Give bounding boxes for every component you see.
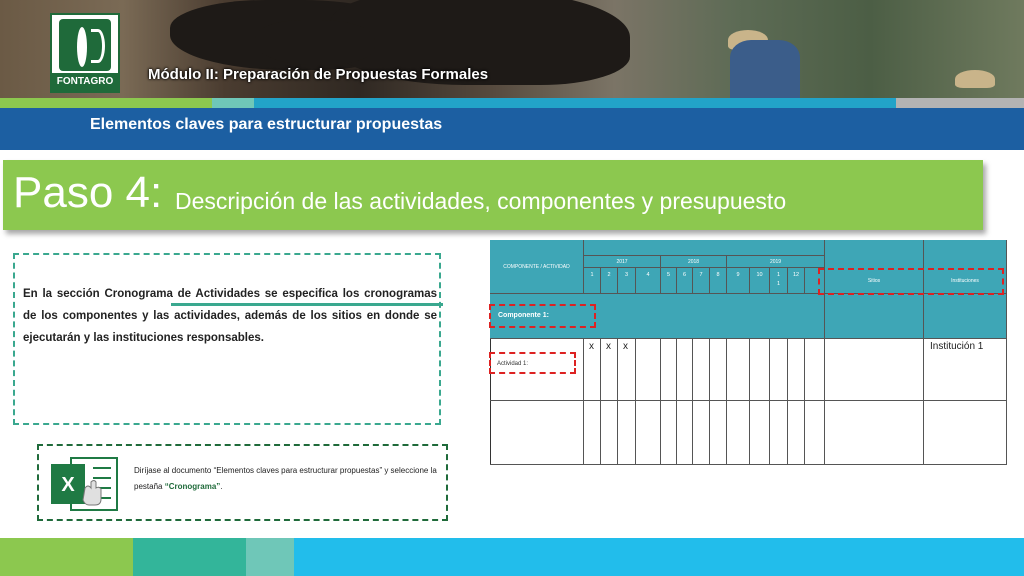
ox-silhouette bbox=[255, 20, 375, 65]
month-cell: 5 bbox=[661, 268, 677, 294]
schedule-cell bbox=[661, 339, 677, 401]
header-component-cell: COMPONENTE / ACTIVIDAD bbox=[490, 240, 584, 294]
excel-icon bbox=[49, 454, 121, 514]
instituciones-label: Instituciones bbox=[924, 268, 1007, 294]
schedule-cell bbox=[584, 401, 601, 465]
excel-sheet-name: “Cronograma” bbox=[164, 482, 221, 491]
leaf-icon bbox=[77, 27, 87, 67]
schedule-cell bbox=[693, 339, 710, 401]
schedule-cell bbox=[693, 401, 710, 465]
logo-text: FONTAGRO bbox=[52, 73, 118, 91]
module-title: Módulo II: Preparación de Propuestas Formales bbox=[148, 66, 489, 83]
year-cell: 2017 bbox=[584, 256, 661, 268]
schedule-cell bbox=[710, 339, 727, 401]
schedule-cell bbox=[805, 339, 825, 401]
month-cell: 2 bbox=[601, 268, 618, 294]
excel-note-box bbox=[37, 444, 448, 521]
year-cell: 2019 bbox=[727, 256, 825, 268]
schedule-cell bbox=[788, 401, 805, 465]
month-cell: 8 bbox=[710, 268, 727, 294]
excel-note-body: Diríjase al documento “Elementos claves para estructurar propuestas” y seleccione la pestaña bbox=[134, 466, 437, 491]
schedule-cell bbox=[636, 339, 661, 401]
schedule-cell bbox=[750, 401, 770, 465]
color-stripe bbox=[0, 98, 1024, 108]
month-cell: 7 bbox=[693, 268, 710, 294]
gear-arc-icon bbox=[91, 29, 105, 63]
logo-mark-icon bbox=[59, 19, 111, 71]
schedule-cell bbox=[770, 401, 788, 465]
highlight-activity bbox=[489, 352, 576, 374]
farmer-hat bbox=[955, 70, 995, 88]
month-cell: 1 bbox=[584, 268, 601, 294]
schedule-cell bbox=[770, 339, 788, 401]
excel-note-end: . bbox=[220, 482, 223, 491]
sites-cell bbox=[825, 401, 924, 465]
month-cell: 9 bbox=[727, 268, 750, 294]
schedule-cell bbox=[727, 401, 750, 465]
month-cell: 10 bbox=[750, 268, 770, 294]
sitios-label: Sitios bbox=[825, 268, 924, 294]
info-text: En la sección Cronograma de Actividades se especifica los cronogramas de los componentes y las actividades, además de los sitios en donde se ejecutarán y las instituciones responsables. bbox=[23, 288, 437, 344]
step-title-box bbox=[3, 160, 983, 230]
schedule-cell bbox=[750, 339, 770, 401]
institution-value: Institución 1 bbox=[930, 341, 984, 352]
schedule-cell bbox=[788, 339, 805, 401]
header-top-cell bbox=[584, 240, 825, 256]
month-cell: 3 bbox=[618, 268, 636, 294]
header-photo bbox=[0, 0, 1024, 98]
component-label: Componente 1: bbox=[498, 312, 549, 319]
schedule-cell bbox=[710, 401, 727, 465]
sites-cell bbox=[825, 339, 924, 401]
schedule-cell bbox=[677, 401, 693, 465]
schedule-cell bbox=[636, 401, 661, 465]
step-description: Descripción de las actividades, componentes y presupuesto bbox=[175, 188, 787, 214]
fontagro-logo bbox=[50, 13, 120, 93]
month-cell: 6 bbox=[677, 268, 693, 294]
schedule-cell bbox=[677, 339, 693, 401]
info-box bbox=[13, 253, 441, 425]
year-cell: 2018 bbox=[661, 256, 727, 268]
bottom-stripe bbox=[0, 538, 1024, 576]
month-cell: 12 bbox=[788, 268, 805, 294]
step-number: Paso 4: bbox=[13, 168, 163, 217]
activity-label: Actividad 1: bbox=[497, 361, 529, 367]
month-cell: 1 1 bbox=[770, 268, 788, 294]
schedule-mark: x bbox=[606, 341, 611, 352]
institution-cell bbox=[924, 401, 1007, 465]
schedule-mark: x bbox=[589, 341, 594, 352]
highlight-component bbox=[489, 304, 596, 328]
schedule-cell bbox=[601, 401, 618, 465]
svg-text:X: X bbox=[61, 474, 75, 496]
schedule-cell bbox=[661, 401, 677, 465]
highlight-sites-institutions bbox=[818, 268, 1004, 295]
component-inst-cell bbox=[924, 294, 1007, 339]
schedule-cell bbox=[618, 401, 636, 465]
farmer-figure bbox=[730, 40, 800, 98]
month-cell: 4 bbox=[636, 268, 661, 294]
schedule-cell bbox=[727, 339, 750, 401]
schedule-cell bbox=[805, 401, 825, 465]
activity-name-cell bbox=[490, 401, 584, 465]
section-title: Elementos claves para estructurar propuestas bbox=[90, 116, 443, 133]
schedule-mark: x bbox=[623, 341, 628, 352]
component-sites-cell bbox=[825, 294, 924, 339]
excel-note-text bbox=[134, 463, 444, 495]
